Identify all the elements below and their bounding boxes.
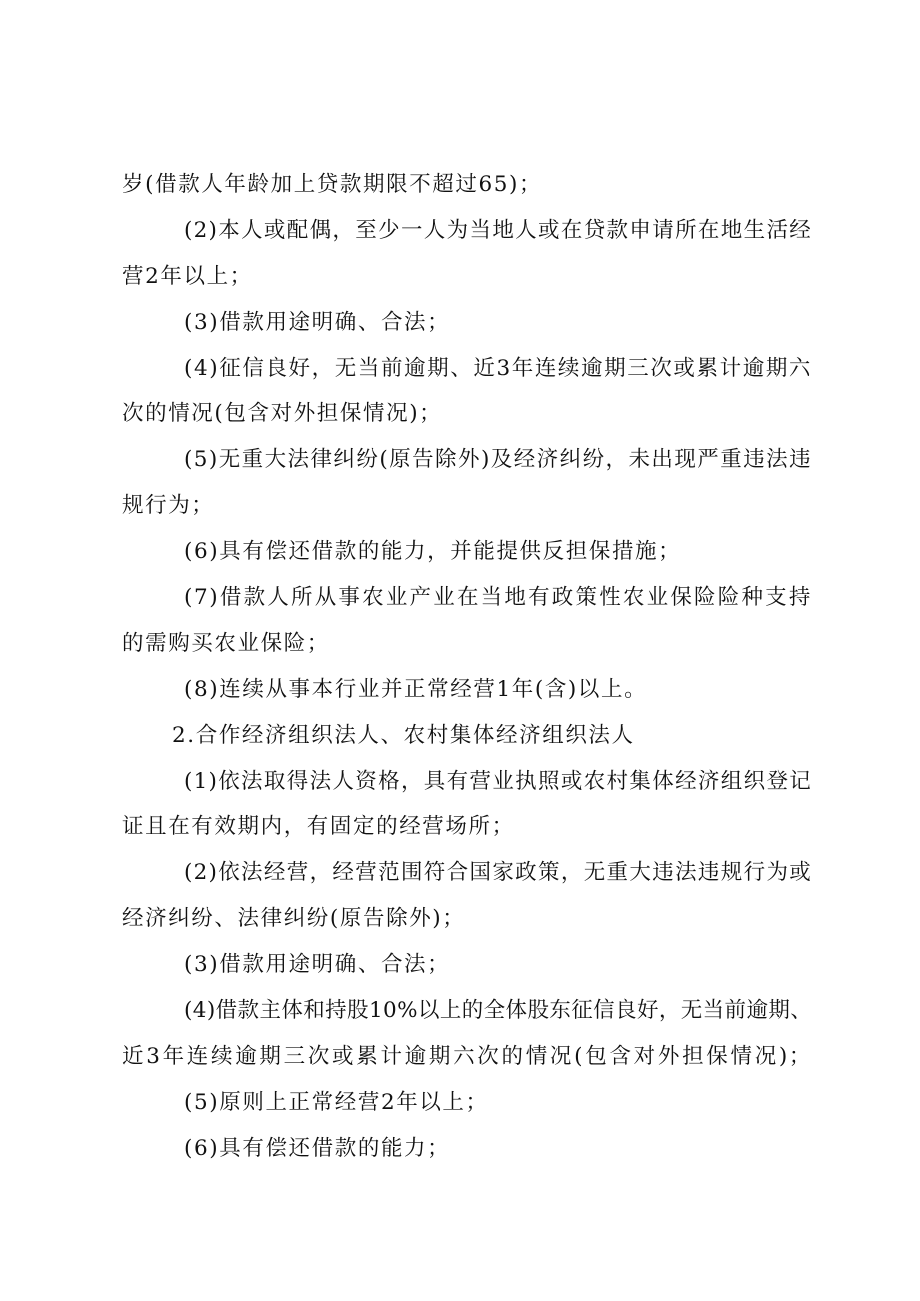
sub-item-1-line-2: 证且在有效期内，有固定的经营场所； [122, 814, 515, 840]
item-3: (3)借款用途明确、合法； [184, 309, 451, 335]
item-2-line-2: 营2年以上； [122, 263, 253, 289]
section-heading-2: 2.合作经济组织法人、农村集体经济组织法人 [172, 722, 635, 748]
sub-item-2-line-1: (2)依法经营，经营范围符合国家政策，无重大违法违规行为或 [184, 860, 812, 886]
item-4-line-1: (4)征信良好，无当前逾期、近3年连续逾期三次或累计逾期六 [184, 355, 812, 381]
text-line-1: 岁(借款人年龄加上贷款期限不超过65)； [122, 172, 543, 197]
item-5-line-1: (5)无重大法律纠纷(原告除外)及经济纠纷，未出现严重违法违 [184, 447, 812, 473]
document-body [122, 162, 812, 1172]
sub-item-6: (6)具有偿还借款的能力； [184, 1135, 451, 1161]
item-8: (8)连续从事本行业并正常经营1年(含)以上。 [184, 676, 648, 702]
sub-item-2-line-2: 经济纠纷、法律纠纷(原告除外)； [122, 906, 466, 932]
sub-item-5: (5)原则上正常经营2年以上； [184, 1089, 489, 1115]
item-6: (6)具有偿还借款的能力，并能提供反担保措施； [184, 539, 682, 565]
sub-item-3: (3)借款用途明确、合法； [184, 952, 451, 978]
item-4-line-2: 次的情况(包含对外担保情况)； [122, 401, 443, 427]
sub-item-4-line-1: (4)借款主体和持股10%以上的全体股东征信良好，无当前逾期、 [184, 998, 812, 1024]
item-2-line-1: (2)本人或配偶，至少一人为当地人或在贷款申请所在地生活经 [184, 217, 812, 243]
sub-item-1-line-1: (1)依法取得法人资格，具有营业执照或农村集体经济组织登记 [184, 768, 812, 794]
sub-item-4-line-2: 近3年连续逾期三次或累计逾期六次的情况(包含对外担保情况)； [122, 1043, 812, 1069]
item-7-line-1: (7)借款人所从事农业产业在当地有政策性农业保险险种支持 [184, 585, 812, 611]
item-7-line-2: 的需购买农业保险； [122, 630, 330, 656]
item-5-line-2: 规行为； [122, 493, 215, 519]
